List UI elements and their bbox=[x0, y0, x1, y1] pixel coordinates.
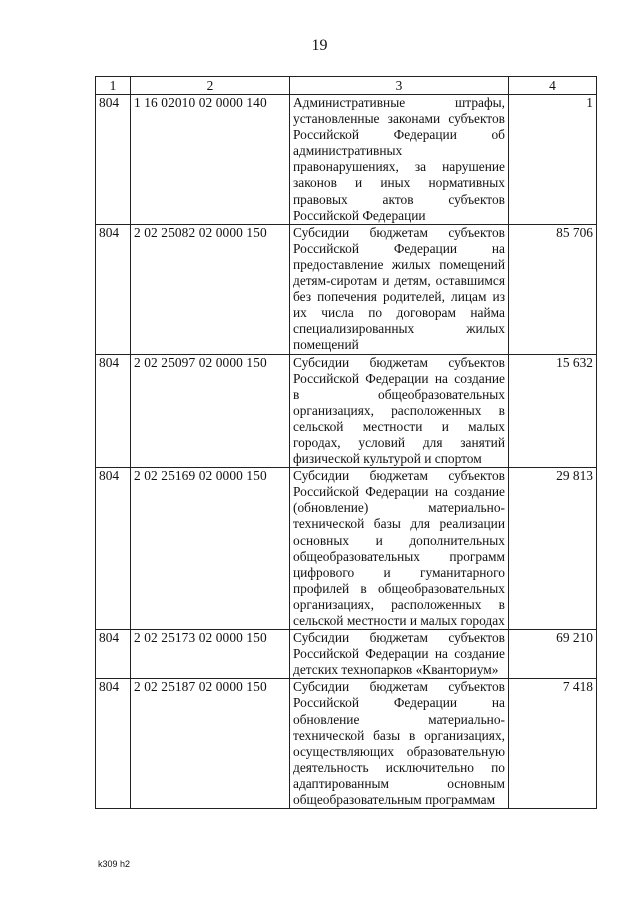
revenue-description-cell: Административные штрафы, установленные законами субъектов Российской Федерации об административных правонарушениях, за нарушение законов и иных нормативных правовых актов субъектов Российской Федерации bbox=[290, 95, 509, 225]
admin-code-cell: 804 bbox=[96, 354, 131, 468]
budget-classification-code-cell: 2 02 25187 02 0000 150 bbox=[131, 679, 290, 809]
amount-cell: 1 bbox=[509, 95, 597, 225]
table-row bbox=[96, 224, 597, 354]
amount-cell: 29 813 bbox=[509, 468, 597, 630]
table-row bbox=[96, 468, 597, 630]
revenue-description-cell: Субсидии бюджетам субъектов Российской Федерации на предоставление жилых помещений детям-сиротам и детям, оставшимся без попечения родителей, лицам из их числа по договорам найма специализированных жилых помещений bbox=[290, 224, 509, 354]
admin-code-cell: 804 bbox=[96, 630, 131, 679]
table-row bbox=[96, 95, 597, 225]
budget-classification-code-cell: 2 02 25173 02 0000 150 bbox=[131, 630, 290, 679]
budget-classification-code-cell: 2 02 25082 02 0000 150 bbox=[131, 224, 290, 354]
amount-cell: 69 210 bbox=[509, 630, 597, 679]
column-number-1: 1 bbox=[96, 77, 131, 95]
admin-code-cell: 804 bbox=[96, 468, 131, 630]
budget-classification-code-cell: 2 02 25169 02 0000 150 bbox=[131, 468, 290, 630]
revenue-description-cell: Субсидии бюджетам субъектов Российской Федерации на создание в общеобразовательных организациях, расположенных в сельской местности и малых городах, условий для занятий физической культурой и спортом bbox=[290, 354, 509, 468]
column-number-2: 2 bbox=[131, 77, 290, 95]
admin-code-cell: 804 bbox=[96, 679, 131, 809]
amount-cell: 85 706 bbox=[509, 224, 597, 354]
revenue-description-cell: Субсидии бюджетам субъектов Российской Федерации на создание детских технопарков «Кванториум» bbox=[290, 630, 509, 679]
page-number: 19 bbox=[311, 37, 328, 54]
column-number-row bbox=[96, 77, 597, 95]
column-number-4: 4 bbox=[509, 77, 597, 95]
budget-classification-code-cell: 2 02 25097 02 0000 150 bbox=[131, 354, 290, 468]
revenue-description-cell: Субсидии бюджетам субъектов Российской Федерации на обновление материально-технической базы в организациях, осуществляющих образовательную деятельность исключительно по адаптированным основным общеобразовательным программам bbox=[290, 679, 509, 809]
table-row bbox=[96, 354, 597, 468]
table-row bbox=[96, 630, 597, 679]
column-number-3: 3 bbox=[290, 77, 509, 95]
amount-cell: 15 632 bbox=[509, 354, 597, 468]
admin-code-cell: 804 bbox=[96, 95, 131, 225]
revenue-description-cell: Субсидии бюджетам субъектов Российской Федерации на создание (обновление) материально-технической базы для реализации основных и дополнительных общеобразовательных программ цифрового и гуманитарного профилей в общеобразовательных организациях, расположенных в сельской местности и малых городах bbox=[290, 468, 509, 630]
admin-code-cell: 804 bbox=[96, 224, 131, 354]
budget-classification-code-cell: 1 16 02010 02 0000 140 bbox=[131, 95, 290, 225]
budget-revenue-table bbox=[95, 76, 597, 809]
amount-cell: 7 418 bbox=[509, 679, 597, 809]
table-row bbox=[96, 679, 597, 809]
document-footer-code: k309 h2 bbox=[98, 859, 131, 869]
